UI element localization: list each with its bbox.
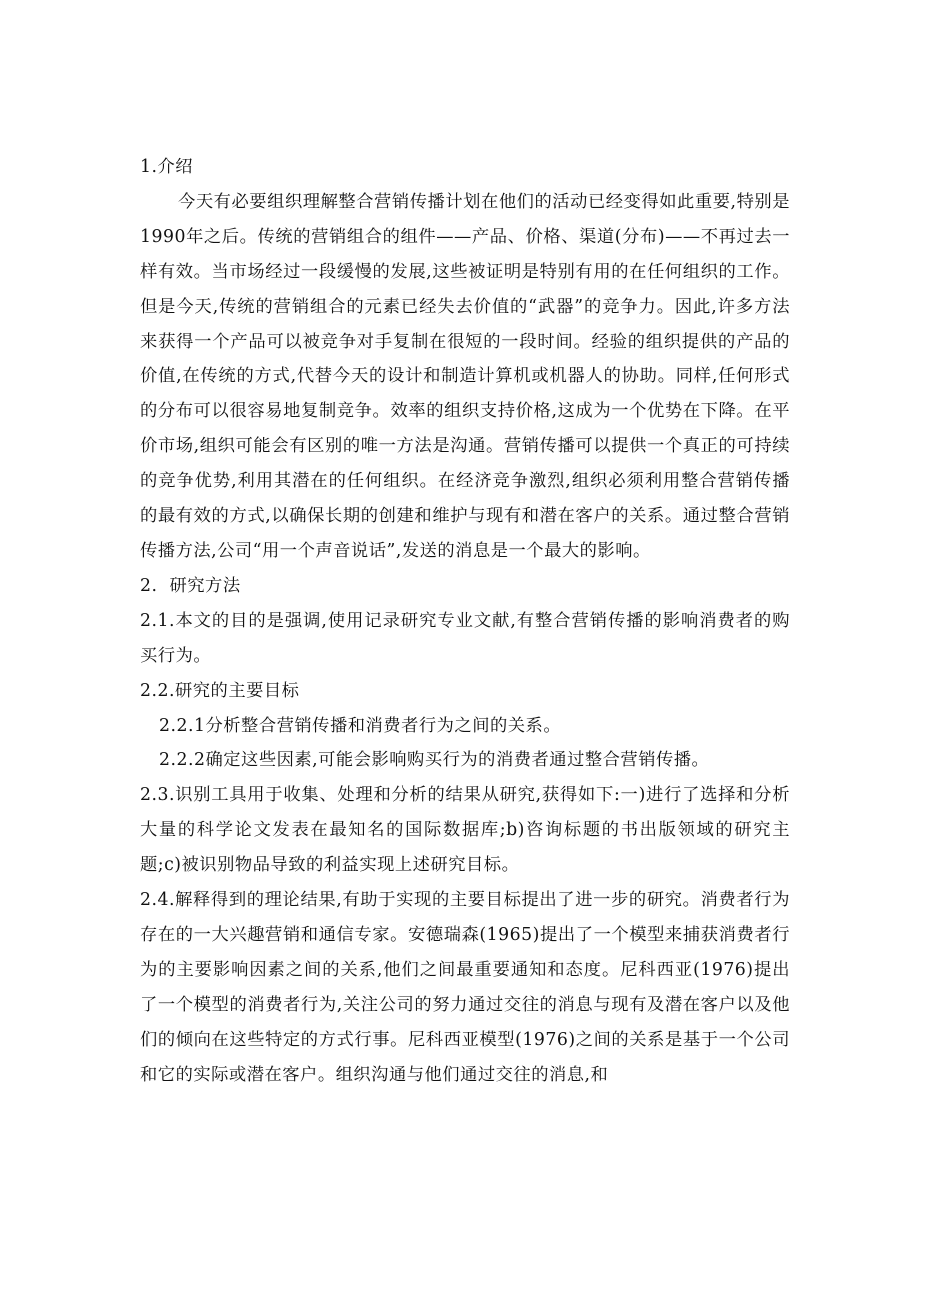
section-2-heading: 2. 研究方法 xyxy=(140,575,241,596)
section-1-paragraph: 今天有必要组织理解整合营销传播计划在他们的活动已经变得如此重要,特别是1990年之后。传统的营销组合的组件——产品、价格、渠道(分布)——不再过去一样有效。当市场经过一段缓慢的发展,这些被证明是特别有用的在任何组织的工作。但是今天,传统的营销组合的元素已经失去价值的“武器”的竞争力。因此,许多方法来获得一个产品可以被竞争对手复制在很短的一段时间。经验的组织提供的产品的价值,在传统的方式,代替今天的设计和制造计算机或机器人的协助。同样,任何形式的分布可以很容易地复制竞争。效率的组织支持价格,这成为一个优势在下降。在平价市场,组织可能会有区别的唯一方法是沟通。营销传播可以提供一个真正的可持续的竞争优势,利用其潜在的任何组织。在经济竞争激烈,组织必须利用整合营销传播的最有效的方式,以确保长期的创建和维护与现有和潜在客户的关系。通过整合营销传播方法,公司“用一个声音说话”,发送的消息是一个最大的影响。 xyxy=(140,191,790,561)
item-2-4: 2.4.解释得到的理论结果,有助于实现的主要目标提出了进一步的研究。消费者行为存在的一大兴趣营销和通信专家。安德瑞森(1965)提出了一个模型来捕获消费者行为的主要影响因素之间的关系,他们之间最重要通知和态度。尼科西亚(1976)提出了一个模型的消费者行为,关注公司的努力通过交往的消息与现有及潜在客户以及他们的倾向在这些特定的方式行事。尼科西亚模型(1976)之间的关系是基于一个公司和它的实际或潜在客户。组织沟通与他们通过交往的消息,和 xyxy=(140,890,790,1085)
item-2-1: 2.1.本文的目的是强调,使用记录研究专业文献,有整合营销传播的影响消费者的购买行为。 xyxy=(140,610,790,666)
item-2-3: 2.3.识别工具用于收集、处理和分析的结果从研究,获得如下:一)进行了选择和分析大量的科学论文发表在最知名的国际数据库;b)咨询标题的书出版领域的研究主题;c)被识别物品导致的利益实现上述研究目标。 xyxy=(140,785,790,876)
document-body xyxy=(140,150,790,1092)
section-1-heading: 1.介绍 xyxy=(140,157,194,177)
item-2-2: 2.2.研究的主要目标 xyxy=(140,680,300,701)
item-2-2-2: 2.2.2确定这些因素,可能会影响购买行为的消费者通过整合营销传播。 xyxy=(159,750,710,771)
item-2-2-1: 2.2.1分析整合营销传播和消费者行为之间的关系。 xyxy=(159,715,562,736)
